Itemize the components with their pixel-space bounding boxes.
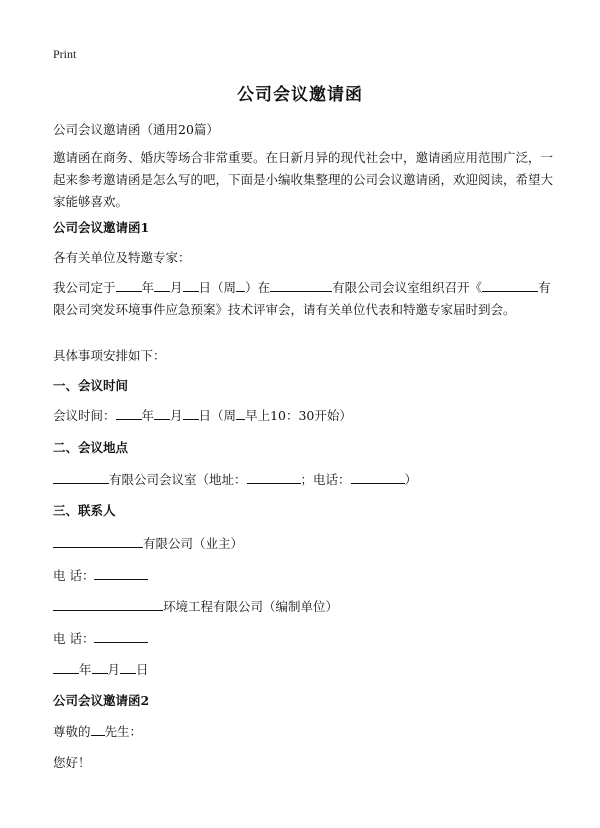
heading-meeting-time: 一、会议时间 — [53, 378, 129, 393]
blank-field — [94, 566, 148, 580]
subtitle: 公司会议邀请函（通用20篇） — [53, 122, 219, 137]
owner-phone-line: 电 话： — [53, 565, 148, 587]
blank-field — [53, 470, 109, 484]
blank-field — [92, 660, 108, 674]
meeting-place-line: 有限公司会议室（地址： ；电话： ） — [53, 469, 417, 491]
blank-field — [53, 534, 143, 548]
blank-field — [120, 660, 136, 674]
section1-body: 我公司定于 年 月 日（周 ）在 有限公司会议室组织召开《 有限公司突发环境事件应急预案》技术评审会，请有关单位代表和特邀专家届时到会。 — [53, 280, 551, 317]
compiler-line: 环境工程有限公司（编制单位） — [53, 596, 338, 618]
blank-field — [154, 406, 170, 420]
compiler-phone-line: 电 话： — [53, 628, 148, 650]
blank-field — [53, 660, 79, 674]
intro-paragraph: 邀请函在商务、婚庆等场合非常重要。在日新月异的现代社会中，邀请函应用范围广泛，一起来参考邀请函是怎么写的吧，下面是小编收集整理的公司会议邀请函，欢迎阅读，希望大家能够喜欢。 — [53, 150, 554, 209]
print-label[interactable]: Print — [53, 47, 77, 61]
blank-field — [94, 629, 148, 643]
heading-meeting-place: 二、会议地点 — [53, 440, 129, 455]
blank-field — [270, 278, 332, 292]
section2-salutation: 尊敬的 先生： — [53, 724, 143, 739]
blank-field — [236, 406, 245, 420]
section2-heading: 公司会议邀请函2 — [53, 693, 150, 708]
blank-field — [116, 278, 142, 292]
section1-salutation: 各有关单位及特邀专家： — [53, 250, 191, 265]
meeting-time-line: 会议时间： 年 月 日（周 早上10：30开始） — [53, 408, 352, 423]
date-line: 年 月 日 — [53, 659, 149, 681]
arrangement-line: 具体事项安排如下： — [53, 348, 166, 363]
blank-field — [91, 722, 105, 736]
blank-field — [154, 278, 170, 292]
blank-field — [183, 406, 199, 420]
blank-field — [247, 470, 301, 484]
section1-heading: 公司会议邀请函1 — [53, 220, 150, 235]
section2-greeting: 您好！ — [53, 755, 91, 770]
heading-contact: 三、联系人 — [53, 503, 116, 518]
blank-field — [116, 406, 142, 420]
owner-line: 有限公司（业主） — [53, 533, 243, 555]
blank-field — [482, 278, 538, 292]
blank-field — [53, 597, 163, 611]
blank-field — [183, 278, 199, 292]
blank-field — [351, 470, 405, 484]
page-title: 公司会议邀请函 — [237, 85, 363, 105]
blank-field — [236, 278, 245, 292]
